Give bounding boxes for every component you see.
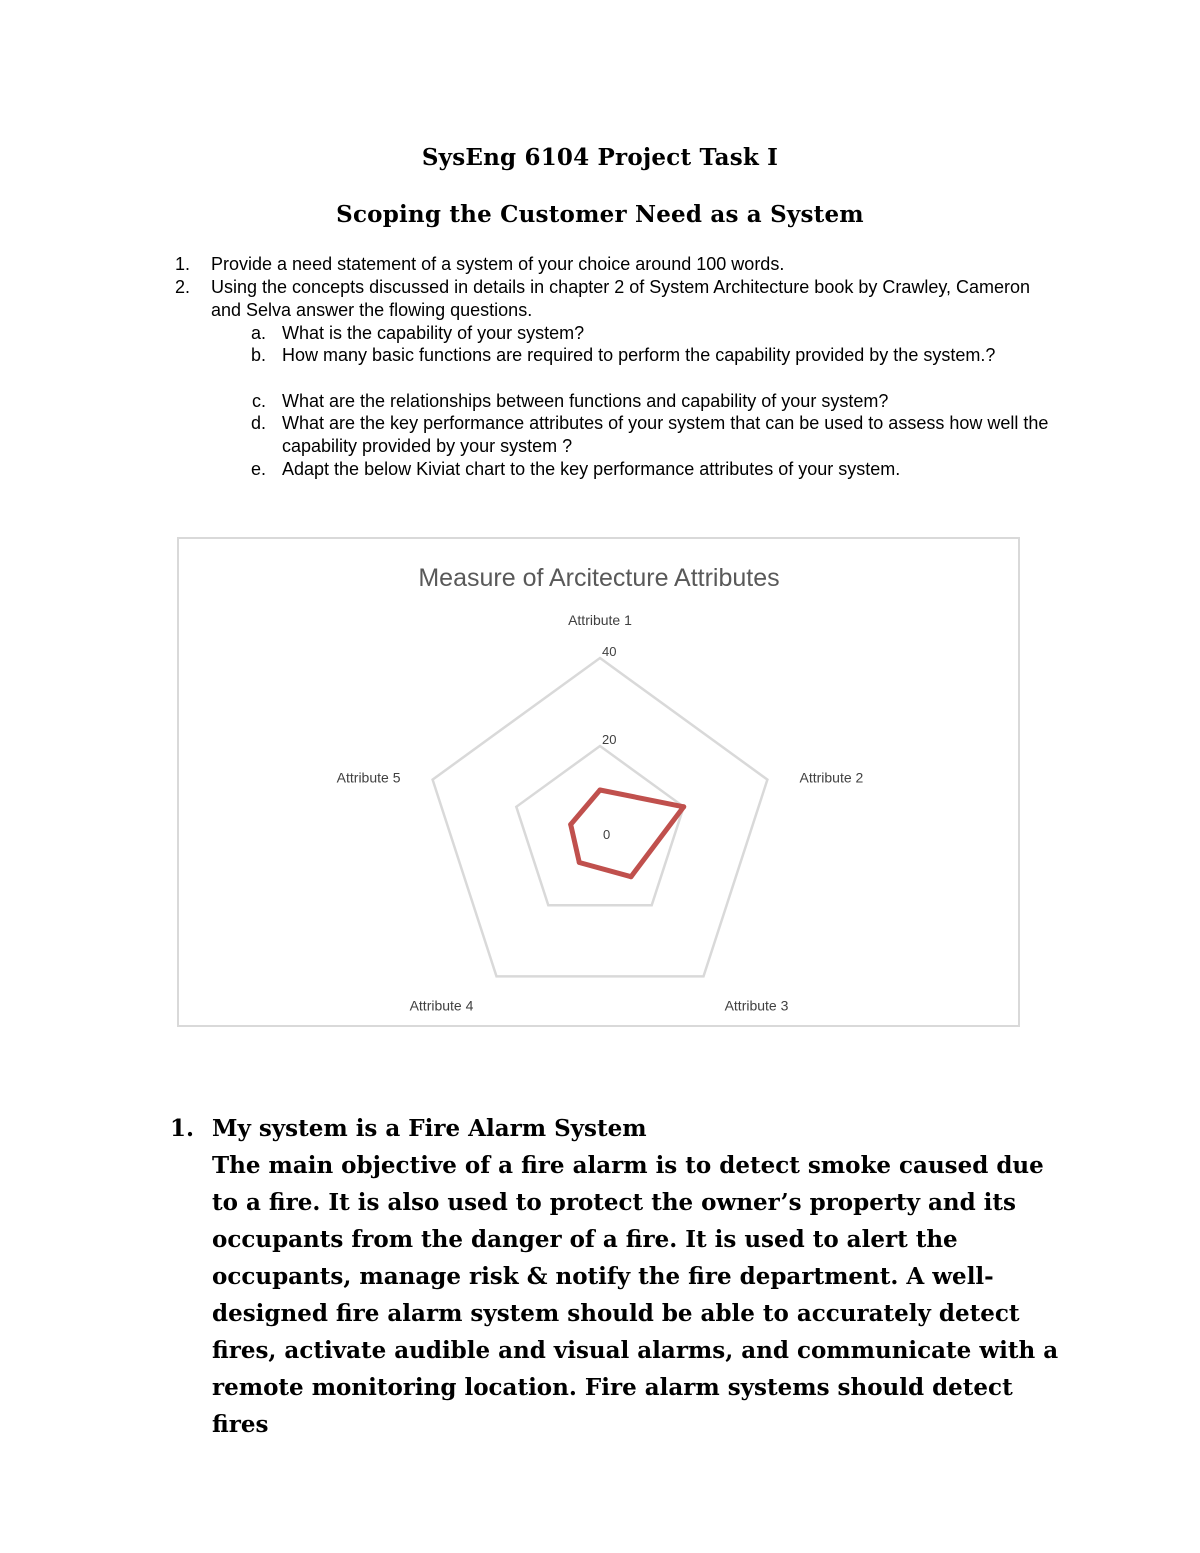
- data-point: [629, 874, 634, 879]
- subquestion-text: Adapt the below Kiviat chart to the key performance attributes of your system.: [282, 459, 901, 479]
- answer-body: The main objective of a fire alarm is to detect smoke caused due to a fire. It is also used to protect the owner’s property and its occupants from the danger of a fire. It is used to alert the occupants, manage risk & notify the fire department. A well-designed fire alarm system should be able to accurately detect fires, activate audible and visual alarms, and communicate with a remote monitoring location. Fire alarm systems should detect fires: [212, 1152, 1059, 1438]
- subquestion-text: What are the relationships between functions and capability of your system?: [282, 391, 889, 411]
- subquestion-letter: e.: [250, 459, 266, 479]
- grid-ring: [433, 658, 768, 976]
- data-point: [577, 860, 582, 865]
- data-point: [598, 788, 603, 793]
- axis-category-label: Attribute 5: [336, 769, 401, 786]
- question-text: Provide a need statement of a system of your choice around 100 words.: [211, 254, 785, 274]
- grid-ring: [516, 746, 683, 905]
- document-subtitle: Scoping the Customer Need as a System: [336, 201, 864, 228]
- data-point: [681, 804, 686, 809]
- tick-label: 40: [602, 644, 617, 659]
- answer-heading: My system is a Fire Alarm System: [212, 1115, 647, 1142]
- data-point: [568, 822, 573, 827]
- question-number: 2.: [174, 277, 190, 297]
- subquestion-letter: d.: [250, 413, 266, 433]
- axis-category-label: Attribute 4: [409, 997, 474, 1014]
- answer-number: 1.: [170, 1115, 195, 1142]
- axis-category-label: Attribute 1: [568, 612, 632, 628]
- tick-label: 20: [602, 732, 617, 747]
- subquestion-text: What is the capability of your system?: [282, 323, 585, 343]
- series-line: [571, 790, 684, 877]
- document-title: SysEng 6104 Project Task I: [421, 144, 779, 171]
- subquestion-text: What are the key performance attributes of your system that can be used to assess how well the capability provided by your system ?: [282, 413, 1049, 456]
- axis-category-label: Attribute 3: [724, 997, 789, 1014]
- question-number: 1.: [174, 254, 190, 274]
- subquestion-letter: a.: [250, 323, 266, 343]
- chart-title: Measure of Arcitecture Attributes: [418, 564, 780, 592]
- kiviat-chart: [177, 537, 1020, 1027]
- subquestion-letter: b.: [250, 345, 266, 365]
- subquestion-letter: c.: [251, 391, 266, 411]
- tick-label: 0: [603, 827, 611, 842]
- question-text: Using the concepts discussed in details in chapter 2 of System Architecture book by Crawley, Cameron and Selva answer the flowing questions.: [211, 277, 1031, 320]
- radar-chart-svg: [179, 539, 1022, 1029]
- axis-category-label: Attribute 2: [799, 769, 864, 786]
- subquestion-text: How many basic functions are required to perform the capability provided by the system.?: [282, 345, 996, 365]
